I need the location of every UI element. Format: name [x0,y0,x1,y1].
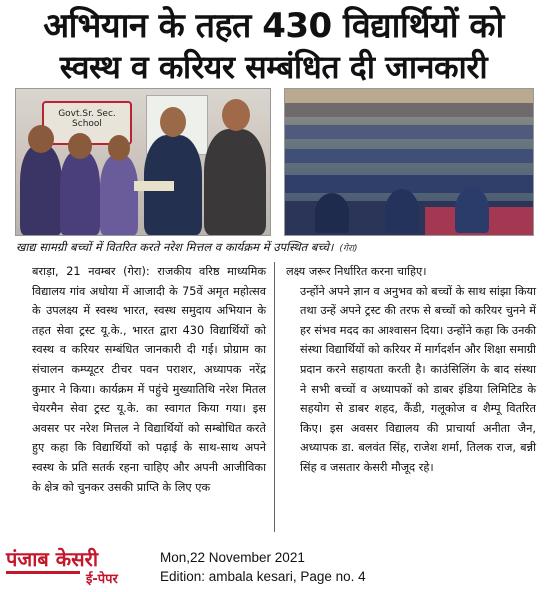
student-row [285,149,533,163]
student-head [68,133,92,159]
column-divider [274,262,275,532]
teacher-head [222,99,250,131]
student-row [285,103,533,117]
edition-meta [160,548,366,586]
student-figure [20,145,62,235]
student-figure [60,151,100,235]
article-paragraph: बराड़ा, 21 नवम्बर (गेरा): राजकीय वरिष्ठ माध्यमिक विद्यालय गांव अधोया में आजादी के 75वें अमृत महोत्सव के उपलक्ष्य में स्वस्थ भारत, स्वस्थ समुदाय अभियान के तहत सेवा ट्रस्ट यू.के., भारत द्वारा 430 विद्यार्थियों को स्वस्थ व करियर सम्बंधित जानकारी दी गई। प्रोग्राम का संचालन कम्प्यूटर टीचर पवन पराशर, अध्यापक नरेंद्र कुमार ने किया। कार्यक्रम में पहुंचे मुख्यातिथि नरेश मितल चेयरमैन सेवा ट्रस्ट यू.के. का स्वागत किया गया। इस अवसर पर नरेश मित्तल ने विद्यार्थियों को सम्बोधित करते हुए कहा कि विद्यार्थियों को पढ़ाई के साथ-साथ अपने स्वस्थ के प्रति सतर्क रहना चाहिए और अपनी आजीविका के क्षेत्र को चुनकर उसकी प्राप्ति के लिए एक [32,265,266,494]
student-row [285,125,533,139]
edition-info: Edition: ambala kesari, Page no. 4 [160,569,366,584]
publication-date: Mon,22 November 2021 [160,550,305,565]
brand-underline [6,571,80,574]
food-packet [134,181,174,191]
epaper-label: ई-पेपर [86,572,118,587]
guest-head [160,107,186,137]
article-paragraph: उन्होंने अपने ज्ञान व अनुभव को बच्चों के साथ सांझा किया तथा उन्हें अपने ट्रस्ट की तरफ से बच्चों को करियर चुनने में हर संभव मदद का आश्वासन दिया। उन्होंने कहा कि उनकी संस्था विद्यार्थियों को करियर में मार्गदर्शन और शिक्षा समाग्री प्रदान करने सहायता करती है। काउंसिलिंग के बाद संस्था ने सभी बच्चों व अध्यापकों को डाबर इंडिया लिमिटिड के सहयोग से डाबर शहद, कैंडी, गलूकोज व शैम्पू वितरित किए। इस अवसर विद्यालय की प्राचार्या अनीता जैन, अध्यापक डा. बलवंत सिंह, राजेश शर्मा, तिलक राज, बन्नी सिंह व जसतार केसरी मौजूद रहे। [300,284,536,474]
article-column-left [18,262,266,497]
caption-credit: (गेरा) [339,244,358,254]
student-head [28,125,54,153]
teacher-figure [204,129,266,235]
caption-text: खाद्य सामग्री बच्चों में वितरित करते नरेश मित्तल व कार्यक्रम में उपस्थित बच्चे। [16,240,334,254]
brand-name: पंजाब केसरी [6,547,99,571]
photo-food-distribution [15,88,271,236]
school-sign-text: Govt.Sr. Sec. School [58,109,116,129]
student-figure [385,189,419,233]
student-head [108,135,130,161]
headline-line-1: अभियान के तहत 430 विद्यार्थियों को [43,6,504,46]
article-column-right [286,262,536,478]
article-paragraph: लक्ष्य जरूर निर्धारित करना चाहिए। [286,265,427,278]
student-figure [315,193,349,233]
brand-logo [6,545,156,589]
student-figure [100,155,138,235]
photo-students-seated [284,88,534,236]
back-wall [285,89,533,103]
student-figure [455,187,489,233]
headline-line-2: स्वस्थ व करियर सम्बंधित दी जानकारी [59,48,488,86]
photo-caption [16,236,536,258]
